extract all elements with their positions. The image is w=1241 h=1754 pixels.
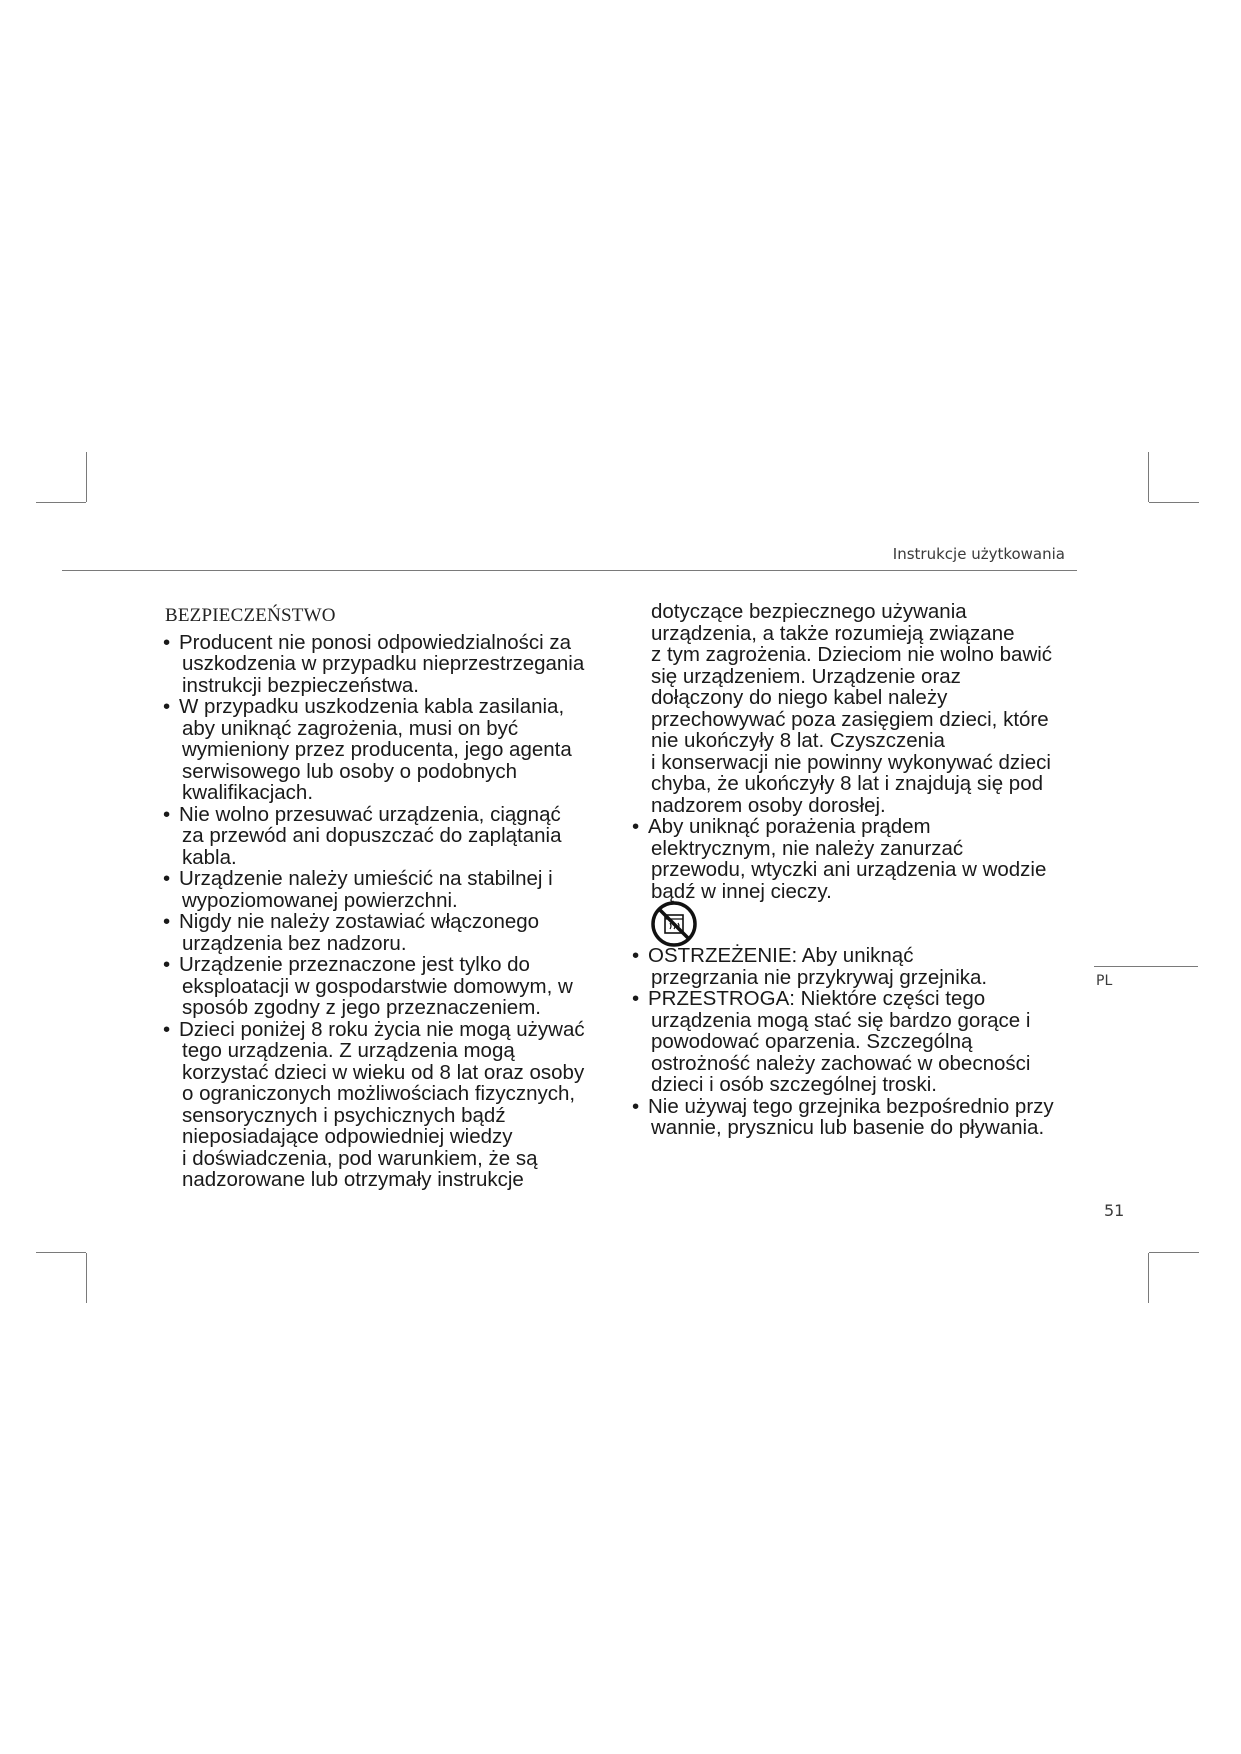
crop-mark-br-h bbox=[1149, 1252, 1199, 1253]
text-line: Urządzenie przeznaczone jest tylko do bbox=[179, 953, 530, 976]
text-line: korzystać dzieci w wieku od 8 lat oraz osoby bbox=[182, 1060, 585, 1084]
list-item bbox=[632, 1096, 1092, 1139]
list-item bbox=[163, 696, 623, 804]
text-line: wypoziomowanej powierzchni. bbox=[182, 888, 458, 912]
text-line: nadzorowane lub otrzymały instrukcje bbox=[182, 1168, 524, 1191]
text-line: sposób zgodny z jego przeznaczeniem. bbox=[182, 996, 541, 1019]
bullet-icon: • bbox=[163, 910, 171, 933]
text-line: dotyczące bezpiecznego używania bbox=[651, 600, 967, 623]
text-line: urządzenia, a także rozumieją związane bbox=[651, 621, 1015, 645]
running-header: Instrukcje użytkowania bbox=[892, 545, 1065, 563]
bullet-icon: • bbox=[163, 953, 171, 976]
text-line: nadzorem osoby dorosłej. bbox=[651, 793, 886, 817]
text-line: z tym zagrożenia. Dzieciom nie wolno bawić bbox=[651, 643, 1053, 666]
list-item bbox=[163, 954, 623, 1019]
text-line: urządzenia bez nadzoru. bbox=[182, 931, 407, 955]
text-line: nie ukończyły 8 lat. Czyszczenia bbox=[651, 729, 945, 752]
text-line: i konserwacji nie powinny wykonywać dzieci bbox=[651, 750, 1051, 774]
header-rule bbox=[62, 570, 1077, 571]
text-line: uszkodzenia w przypadku nieprzestrzegania bbox=[182, 652, 585, 675]
text-line: wannie, prysznicu lub basenie do pływania. bbox=[651, 1116, 1045, 1139]
safety-list-right-top bbox=[632, 816, 1092, 902]
bullet-icon: • bbox=[632, 987, 640, 1010]
text-line: Nigdy nie należy zostawiać włączonego bbox=[179, 910, 540, 933]
continued-paragraph bbox=[632, 601, 1092, 816]
text-line: nieposiadające odpowiedniej wiedzy bbox=[182, 1125, 513, 1148]
page-number: 51 bbox=[1104, 1201, 1125, 1220]
icon-gap bbox=[632, 902, 1092, 945]
text-line: wymieniony przez producenta, jego agenta bbox=[182, 738, 572, 761]
list-item bbox=[163, 868, 623, 911]
list-item bbox=[163, 804, 623, 869]
list-item bbox=[163, 632, 623, 697]
text-line: przegrzania nie przykrywaj grzejnika. bbox=[651, 965, 988, 989]
text-line: przewodu, wtyczki ani urządzenia w wodzie bbox=[651, 858, 1047, 881]
text-line: urządzenia mogą stać się bardzo gorące i bbox=[651, 1008, 1031, 1032]
text-line: OSTRZEŻENIE: Aby uniknąć bbox=[648, 944, 914, 967]
text-line: eksploatacji w gospodarstwie domowym, w bbox=[182, 974, 573, 998]
text-line: powodować oparzenia. Szczególną bbox=[651, 1030, 973, 1053]
bullet-icon: • bbox=[163, 802, 171, 826]
list-item bbox=[163, 1019, 623, 1191]
text-line: przechowywać poza zasięgiem dzieci, które bbox=[651, 707, 1049, 731]
text-line: Producent nie ponosi odpowiedzialności za bbox=[179, 630, 572, 654]
text-line: aby uniknąć zagrożenia, musi on być bbox=[182, 716, 519, 740]
text-line: Nie wolno przesuwać urządzenia, ciągnąć bbox=[179, 802, 561, 826]
text-line: Urządzenie należy umieścić na stabilnej i bbox=[179, 867, 553, 890]
text-line: bądź w innej cieczy. bbox=[651, 879, 832, 903]
text-line: instrukcji bezpieczeństwa. bbox=[182, 673, 419, 697]
left-column bbox=[163, 605, 623, 1191]
text-line: dzieci i osób szczególnej troski. bbox=[651, 1073, 937, 1096]
crop-mark-bl-h bbox=[36, 1252, 86, 1253]
bullet-icon: • bbox=[632, 944, 640, 967]
crop-mark-tl-v bbox=[86, 452, 87, 502]
do-not-cover-icon bbox=[650, 900, 698, 948]
list-item bbox=[632, 945, 1092, 988]
bullet-icon: • bbox=[632, 815, 640, 838]
list-item bbox=[163, 911, 623, 954]
text-line: kabla. bbox=[182, 845, 237, 869]
safety-list-right-bottom bbox=[632, 945, 1092, 1139]
crop-mark-tr-v bbox=[1148, 452, 1149, 502]
language-tab: PL bbox=[1096, 973, 1113, 989]
crop-mark-br-v bbox=[1148, 1253, 1149, 1303]
section-title: BEZPIECZEŃSTWO bbox=[165, 605, 336, 626]
right-column bbox=[632, 601, 1092, 1139]
language-tab-rule bbox=[1094, 966, 1198, 967]
text-line: serwisowego lub osoby o podobnych bbox=[182, 759, 518, 783]
list-item bbox=[632, 816, 1092, 902]
text-line: tego urządzenia. Z urządzenia mogą bbox=[182, 1039, 515, 1062]
text-line: sensorycznych i psychicznych bądź bbox=[182, 1103, 506, 1127]
text-line: ostrożność należy zachować w obecności bbox=[651, 1051, 1031, 1075]
text-line: Dzieci poniżej 8 roku życia nie mogą używać bbox=[179, 1017, 585, 1041]
text-line: W przypadku uszkodzenia kabla zasilania, bbox=[179, 695, 565, 718]
text-line: kwalifikacjach. bbox=[182, 781, 314, 804]
text-line: dołączony do niego kabel należy bbox=[651, 686, 948, 709]
crop-mark-tl-h bbox=[36, 502, 86, 503]
text-line: PRZESTROGA: Niektóre części tego bbox=[648, 987, 986, 1010]
text-line: za przewód ani dopuszczać do zaplątania bbox=[182, 824, 562, 847]
bullet-icon: • bbox=[163, 630, 171, 654]
bullet-icon: • bbox=[632, 1094, 640, 1118]
text-line: elektrycznym, nie należy zanurzać bbox=[651, 836, 964, 860]
text-line: Aby uniknąć porażenia prądem bbox=[648, 815, 931, 838]
text-line: o ograniczonych możliwościach fizycznych, bbox=[182, 1082, 576, 1105]
text-line: chyba, że ukończyły 8 lat i znajdują się pod bbox=[651, 772, 1044, 795]
list-item bbox=[632, 988, 1092, 1096]
crop-mark-tr-h bbox=[1149, 502, 1199, 503]
bullet-icon: • bbox=[163, 695, 171, 718]
bullet-icon: • bbox=[163, 1017, 171, 1041]
text-line: się urządzeniem. Urządzenie oraz bbox=[651, 664, 961, 688]
text-line: Nie używaj tego grzejnika bezpośrednio przy bbox=[648, 1094, 1054, 1118]
crop-mark-bl-v bbox=[86, 1253, 87, 1303]
text-line: i doświadczenia, pod warunkiem, że są bbox=[182, 1146, 538, 1170]
bullet-icon: • bbox=[163, 867, 171, 890]
safety-list-left bbox=[163, 632, 623, 1191]
